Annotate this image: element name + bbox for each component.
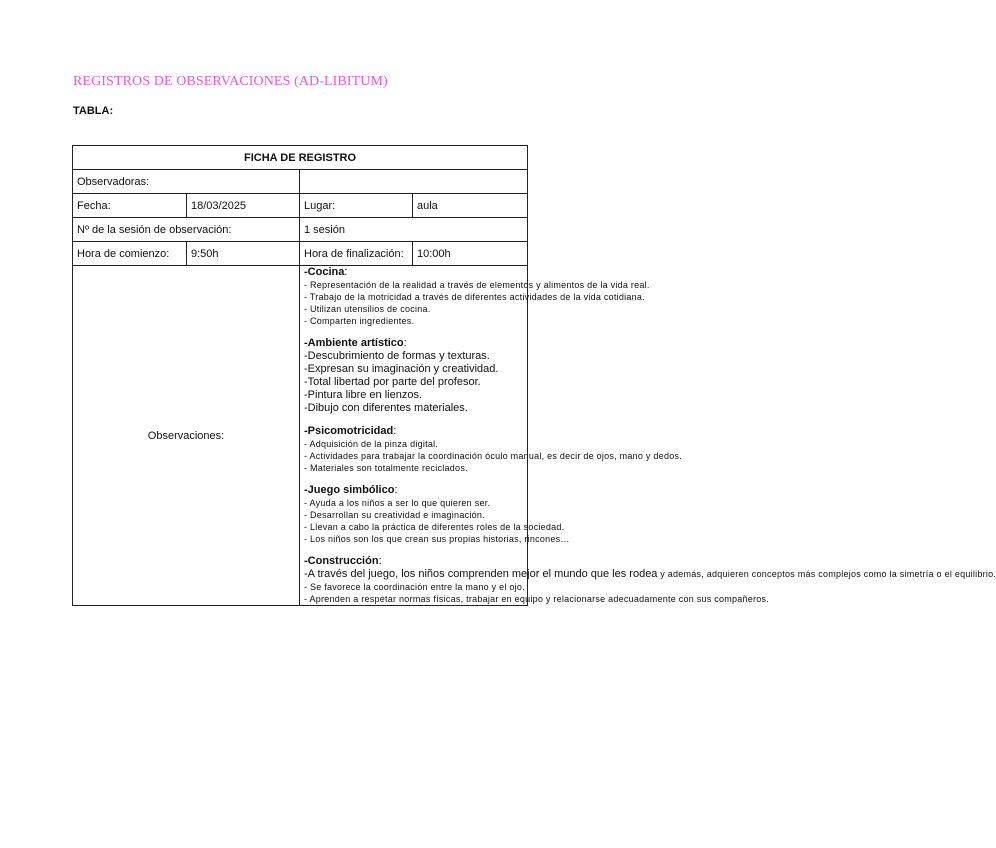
table-row xyxy=(73,218,528,242)
list-item: - Adquisición de la pinza digital. xyxy=(304,439,439,449)
sesion-value: 1 sesión xyxy=(300,218,528,242)
section-ambiente-artistico: -Ambiente artístico: -Descubrimiento de formas y texturas. -Expresan su imaginación y creatividad. -Total libertad por parte del profesor. -Pintura libre en lienzos. -Dibujo con diferentes materiales. xyxy=(304,337,523,415)
table-row xyxy=(73,194,528,218)
lugar-label: Lugar: xyxy=(300,194,413,218)
list-item: - Materiales son totalmente reciclados. xyxy=(304,463,468,473)
fecha-value: 18/03/2025 xyxy=(187,194,300,218)
list-item: - Llevan a cabo la práctica de diferentes roles de la sociedad. xyxy=(304,522,565,532)
list-item: -Pintura libre en lienzos. xyxy=(304,389,423,401)
table-caption: TABLA: xyxy=(73,105,114,117)
section-title: -Juego simbólico xyxy=(304,484,395,496)
section-cocina: -Cocina: - Representación de la realidad a través de elementos y alimentos de la vida real. - Trabajo de la motricidad a través de diferentes actividades de la vida cotidiana. - Utilizan utensilios de cocina. - Comparten ingredientes. xyxy=(304,266,650,326)
list-item: - Representación de la realidad a través de elementos y alimentos de la vida real. xyxy=(304,280,650,290)
section-title: -Cocina xyxy=(304,266,345,278)
observadoras-value xyxy=(300,170,528,194)
section-title: -Psicomotricidad xyxy=(304,425,394,437)
list-item: - Ayuda a los niños a ser lo que quieren ser. xyxy=(304,498,491,508)
observaciones-label: Observaciones: xyxy=(73,266,300,606)
section-title: -Ambiente artístico xyxy=(304,337,404,349)
section-juego-simbolico: -Juego simbólico: - Ayuda a los niños a ser lo que quieren ser. - Desarrollan su creatividad e imaginación. - Llevan a cabo la práctica de diferentes roles de la sociedad. - Los niños son los que crean sus propias historias, rincones… xyxy=(304,484,570,544)
list-item: - Trabajo de la motricidad a través de diferentes actividades de la vida cotidiana. xyxy=(304,292,645,302)
observaciones-body xyxy=(300,266,996,606)
section-construccion: -Construcción: -A través del juego, los niños comprenden mejor el mundo que les rodea y además, adquieren conceptos más complejos como la simetría o el equilibrio. - Se favorece la coordinación entre la mano y el ojo. - Aprenden a respetar normas físicas, trabajar en equipo y relacionarse adecuadamente con sus compañeros. xyxy=(304,555,996,604)
list-item: - Utilizan utensilios de cocina. xyxy=(304,304,431,314)
hora-comienzo-value: 9:50h xyxy=(187,242,300,266)
lugar-value: aula xyxy=(413,194,528,218)
section-title: -Construcción xyxy=(304,555,379,567)
hora-fin-value: 10:00h xyxy=(413,242,528,266)
hora-comienzo-label: Hora de comienzo: xyxy=(73,242,187,266)
list-item: -Total libertad por parte del profesor. xyxy=(304,376,481,388)
list-item: - Comparten ingredientes. xyxy=(304,316,415,326)
document-title: REGISTROS DE OBSERVACIONES (AD-LIBITUM) xyxy=(73,74,388,89)
table-row xyxy=(73,242,528,266)
list-item: -Descubrimiento de formas y texturas. xyxy=(304,350,490,362)
hora-fin-label: Hora de finalización: xyxy=(300,242,413,266)
registro-table xyxy=(72,145,996,606)
list-item: - Se favorece la coordinación entre la mano y el ojo. xyxy=(304,582,525,592)
ficha-header: FICHA DE REGISTRO xyxy=(73,146,528,170)
observadoras-label: Observadoras: xyxy=(73,170,300,194)
fecha-label: Fecha: xyxy=(73,194,187,218)
list-item: -A través del juego, los niños comprenden mejor el mundo que les rodea y además, adquieren conceptos más complejos como la simetría o el equilibrio. xyxy=(304,568,996,580)
list-item: -Expresan su imaginación y creatividad. xyxy=(304,363,499,375)
sesion-label: Nº de la sesión de observación: xyxy=(73,218,300,242)
list-item: - Los niños son los que crean sus propias historias, rincones… xyxy=(304,534,570,544)
section-psicomotricidad: -Psicomotricidad: - Adquisición de la pinza digital. - Actividades para trabajar la coordinación óculo manual, es decir de ojos, mano y dedos. - Materiales son totalmente reciclados. xyxy=(304,425,682,473)
table-row xyxy=(73,146,528,170)
table-row xyxy=(73,266,528,606)
list-item: -Dibujo con diferentes materiales. xyxy=(304,402,468,414)
list-item: - Aprenden a respetar normas físicas, trabajar en equipo y relacionarse adecuadamente con sus compañeros. xyxy=(304,594,769,604)
table-row xyxy=(73,170,528,194)
list-item: - Actividades para trabajar la coordinación óculo manual, es decir de ojos, mano y dedos. xyxy=(304,451,682,461)
list-item: - Desarrollan su creatividad e imaginación. xyxy=(304,510,485,520)
